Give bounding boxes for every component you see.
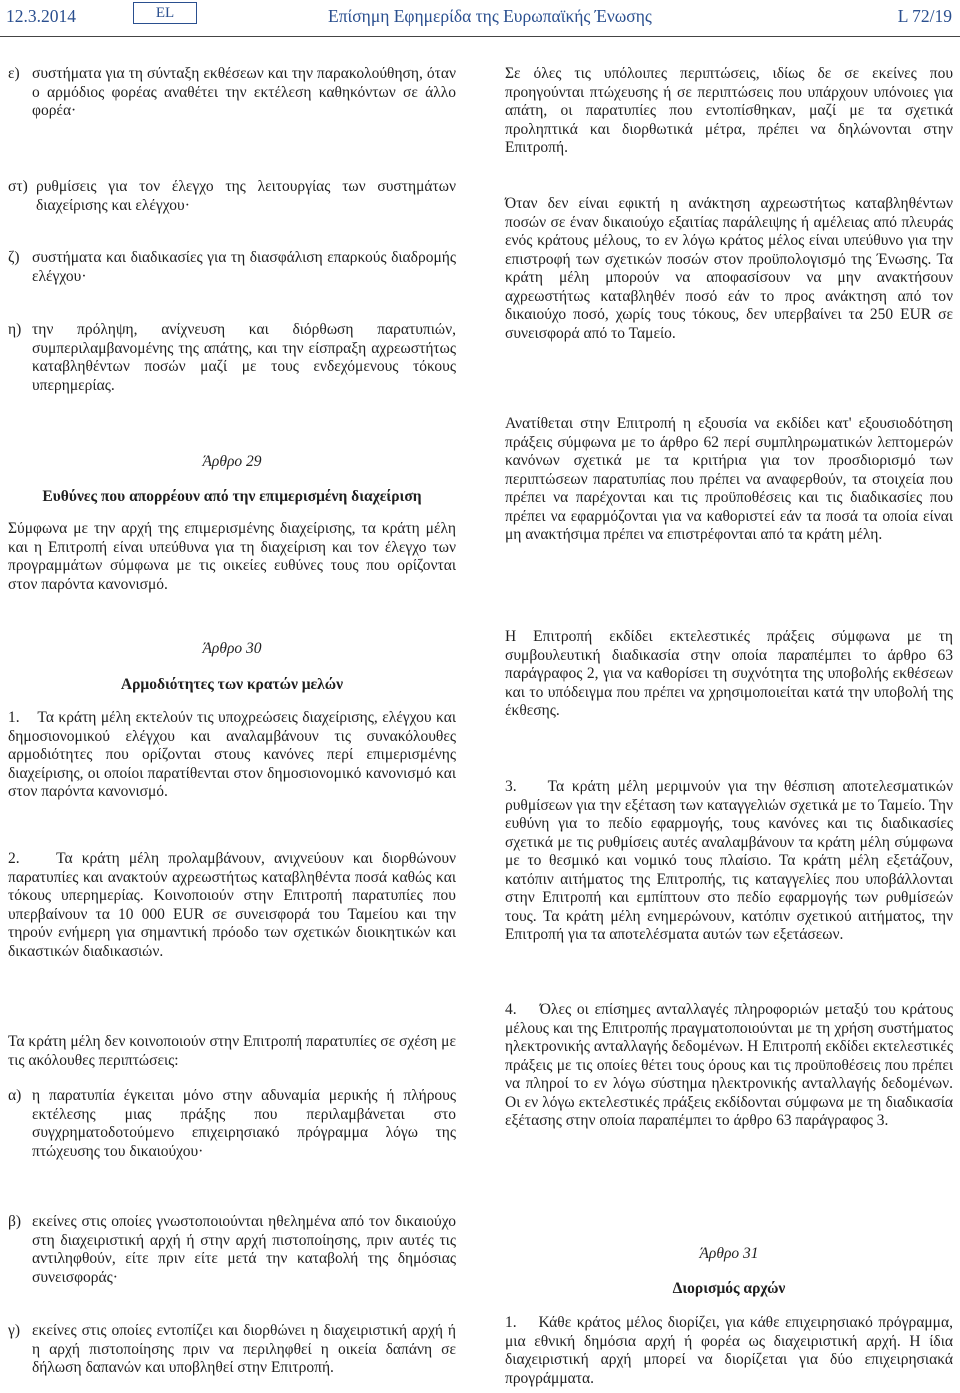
list-label: γ) bbox=[8, 1322, 21, 1339]
right-paragraph-3: Ανατίθεται στην Επιτροπή η εξουσία να εκδίδει κατ' εξουσιοδότηση πράξεις σύμφωνα με το άρθρο 62 περί συμπληρωματικών λεπτομερών κανόνων σχετικά με τα κριτήρια για τον προσδιορισμό των περιπτώσεων παρατυπίας που πρέπει να αναφερθούν, τα στοιχεία που πρέπει να παρέχονται και τις προϋποθέσεις και τις διαδικασίες που πρέπει να εφαρμόζονται για να καθοριστεί εάν τα ποσά τα οποία είναι μη ανακτήσιμα πρέπει να επιστρέφονται από τα κράτη μέλη. bbox=[505, 415, 953, 543]
list-text: συστήματα για τη σύνταξη εκθέσεων και την παρακολούθηση, όταν ο αρμόδιος φορέας αναθέτει την εκτέλεση καθηκόντων σε άλλο φορέα· bbox=[32, 65, 456, 119]
list-text: εκείνες στις οποίες εντοπίζει και διορθώνει η διαχειριστική αρχή ή η αρχή πιστοποίησης πριν να περιληφθεί η οικεία δαπάνη σε δήλωση δαπανών και υποβληθεί στην Επιτροπή. bbox=[32, 1322, 456, 1376]
article-29-number: Άρθρο 29 bbox=[202, 453, 262, 470]
list-item-st bbox=[8, 178, 456, 215]
article-31-paragraph-1: 1. Κάθε κράτος μέλος διορίζει, για κάθε επιχειρησιακό πρόγραμμα, μια εθνική δημόσια αρχή ή φορέα ως διαχειριστική αρχή. Η ίδια διαχειριστική αρχή μπορεί να διορίζεται για δύο επιχειρησιακά προγράμματα. bbox=[505, 1314, 953, 1387]
list-item-a bbox=[8, 1087, 456, 1161]
list-text: ρυθμίσεις για τον έλεγχο της λειτουργίας των συστημάτων διαχείρισης και ελέγχου· bbox=[36, 178, 456, 214]
list-text: εκείνες στις οποίες γνωστοποιούνται ηθελημένα από τον δικαιούχο στη διαχειριστική αρχή ή στην αρχή πιστοποίησης, πριν αυτές τις αντιληφθούν, είτε πριν είτε μετά την καταβολή της δημόσιας συνεισφοράς· bbox=[32, 1213, 456, 1286]
article-30-title: Αρμοδιότητες των κρατών μελών bbox=[120, 676, 344, 693]
right-paragraph-1: Σε όλες τις υπόλοιπες περιπτώσεις, ιδίως δε σε εκείνες που προηγούνται πτώχευσης ή σε περιπτώσεις που υπάρχουν υπόνοιες για απάτη, οι παρατυπίες που εντοπίσθηκαν, μαζί με τα σχετικά προληπτικά και διορθωτικά μέτρα, πρέπει να δηλώνονται στην Επιτροπή. bbox=[505, 65, 953, 156]
list-item-g bbox=[8, 1322, 456, 1378]
article-29-title: Ευθύνες που απορρέουν από την επιμερισμένη διαχείριση bbox=[42, 488, 422, 505]
list-item-z bbox=[8, 249, 456, 286]
list-label: β) bbox=[8, 1213, 22, 1230]
list-item-h bbox=[8, 321, 456, 395]
list-text: συστήματα και διαδικασίες για τη διασφάλιση επαρκούς διαδρομής ελέγχου· bbox=[32, 249, 456, 285]
article-30-paragraph-3: Τα κράτη μέλη δεν κοινοποιούν στην Επιτροπή παρατυπίες σε σχέση με τις ακόλουθες περιπτώσεις: bbox=[8, 1033, 456, 1069]
right-paragraph-4: Η Επιτροπή εκδίδει εκτελεστικές πράξεις σύμφωνα με τη συμβουλευτική διαδικασία στην οποία παραπέμπει το άρθρο 63 παράγραφος 2, για να καθορίσει τη συχνότητα της υποβολής εκθέσεων και το υπόδειγμα που πρέπει να χρησιμοποιείται κατά την υποβολή της έκθεσης. bbox=[505, 628, 953, 719]
article-30-paragraph-3-num: 3. Τα κράτη μέλη μεριμνούν για την θέσπιση αποτελεσματικών ρυθμίσεων για την εξέταση των καταγγελιών σχετικά με το Ταμείο. Την ευθύνη για το πεδίο εφαρμογής, τους κανόνες και τις διαδικασίες σχετικά με τις ρυθμίσεις αυτές αναλαμβάνουν τα κράτη μέλη σύμφωνα με το θεσμικό και νομικό τους πλαίσιο. Τα κράτη μέλη εξετάζουν, κατόπιν αιτήματος της Επιτροπής, τις καταγγελίες που υποβάλλονται στην Επιτροπή και εμπίπτουν στο πεδίο εφαρμογής των ρυθμίσεών τους. Τα κράτη μέλη ενημερώνουν, κατόπιν σχετικού αιτήματος, την Επιτροπή για τα αποτελέσματα αυτών των εξετάσεων. bbox=[505, 778, 953, 943]
language-badge: EL bbox=[133, 2, 197, 24]
article-31-number: Άρθρο 31 bbox=[699, 1245, 759, 1262]
article-29-text: Σύμφωνα με την αρχή της επιμερισμένης διαχείρισης, τα κράτη μέλη και η Επιτροπή είναι υπεύθυνα για τη διαχείριση και τον έλεγχο των προγραμμάτων σύμφωνα με τις οικείες ευθύνες τους που ορίζονται στον παρόντα κανονισμό. bbox=[8, 520, 456, 593]
list-label: η) bbox=[8, 321, 22, 338]
header-divider bbox=[0, 36, 960, 37]
article-30-paragraph-2: 2. Τα κράτη μέλη προλαμβάνουν, ανιχνεύουν και διορθώνουν παρατυπίες και ανακτούν αχρεωστήτως καταβληθέντα ποσά καθώς και τόκους υπερημερίας. Κοινοποιούν στην Επιτροπή παρατυπίες που υπερβαίνουν τα 10 000 EUR σε συνεισφορά του Ταμείου και την τηρούν ενήμερη για σημαντική πρόοδο των σχετικών διοικητικών και δικαστικών διαδικασιών. bbox=[8, 850, 456, 960]
journal-title: Επίσημη Εφημερίδα της Ευρωπαϊκής Ένωσης bbox=[328, 6, 652, 26]
list-item-b bbox=[8, 1213, 456, 1287]
list-label: ζ) bbox=[8, 249, 20, 266]
right-paragraph-2: Όταν δεν είναι εφικτή η ανάκτηση αχρεωστήτως καταβληθέντων ποσών σε έναν δικαιούχο εξαιτίας παράλειψης ή αμέλειας από πλευράς ενός κράτους μέλους, το εν λόγω κράτος μέλος είναι υπεύθυνο για την επιστροφή των σχετικών ποσών στον προϋπολογισμό της Ένωσης. Τα κράτη μέλη μπορούν να αποφασίσουν να μην ανακτήσουν αχρεωστήτως καταβληθέν ποσό εάν το προς ανάκτηση από τον δικαιούχο ποσό, χωρίς τους τόκους, δεν υπερβαίνει τα 250 EUR σε συνεισφορά από το Ταμείο. bbox=[505, 195, 953, 342]
list-item-e bbox=[8, 65, 456, 121]
publication-date: 12.3.2014 bbox=[6, 6, 76, 26]
page-number: L 72/19 bbox=[897, 6, 952, 26]
article-30-number: Άρθρο 30 bbox=[202, 640, 262, 657]
article-30-paragraph-4-num: 4. Όλες οι επίσημες ανταλλαγές πληροφοριών μεταξύ του κράτους μέλους και της Επιτροπής πραγματοποιούνται με τη χρήση συστήματος ηλεκτρονικής ανταλλαγής δεδομένων. Η Επιτροπή εκδίδει εκτελεστικές πράξεις με τις οποίες θέτει τους όρους και τις προϋποθέσεις που πρέπει να πληροί το εν λόγω σύστημα ηλεκτρονικής ανταλλαγής δεδομένων. Οι εν λόγω εκτελεστικές πράξεις εκδίδονται σύμφωνα με τη διαδικασία εξέτασης στην οποία παραπέμπει το άρθρο 63 παράγραφος 3. bbox=[505, 1001, 953, 1129]
article-31-title: Διορισμός αρχών bbox=[672, 1280, 786, 1297]
list-label: ε) bbox=[8, 65, 20, 82]
list-label: στ) bbox=[8, 178, 28, 195]
list-text: την πρόληψη, ανίχνευση και διόρθωση παρατυπιών, συμπεριλαμβανομένης της απάτης, και την είσπραξη αχρεωστήτως καταβληθέντων ποσών μαζί με τους ενδεχόμενους τόκους υπερημερίας. bbox=[32, 321, 456, 394]
list-label: α) bbox=[8, 1087, 22, 1104]
article-30-paragraph-1: 1. Τα κράτη μέλη εκτελούν τις υποχρεώσεις διαχείρισης, ελέγχου και δημοσιονομικού ελέγχου και αναλαμβάνουν τις συνακόλουθες αρμοδιότητες που ορίζονται στους κανόνες περί επιμερισμένης διαχείρισης, οι οποίοι παρατίθενται στον δημοσιονομικό κανονισμό και στον παρόντα κανονισμό. bbox=[8, 709, 456, 800]
list-text: η παρατυπία έγκειται μόνο στην αδυναμία μερικής ή πλήρους εκτέλεσης μιας πράξης που περιλαμβάνεται στο συγχρηματοδοτούμενο επιχειρησιακό πρόγραμμα λόγω της πτώχευσης του δικαιούχου· bbox=[32, 1087, 456, 1160]
